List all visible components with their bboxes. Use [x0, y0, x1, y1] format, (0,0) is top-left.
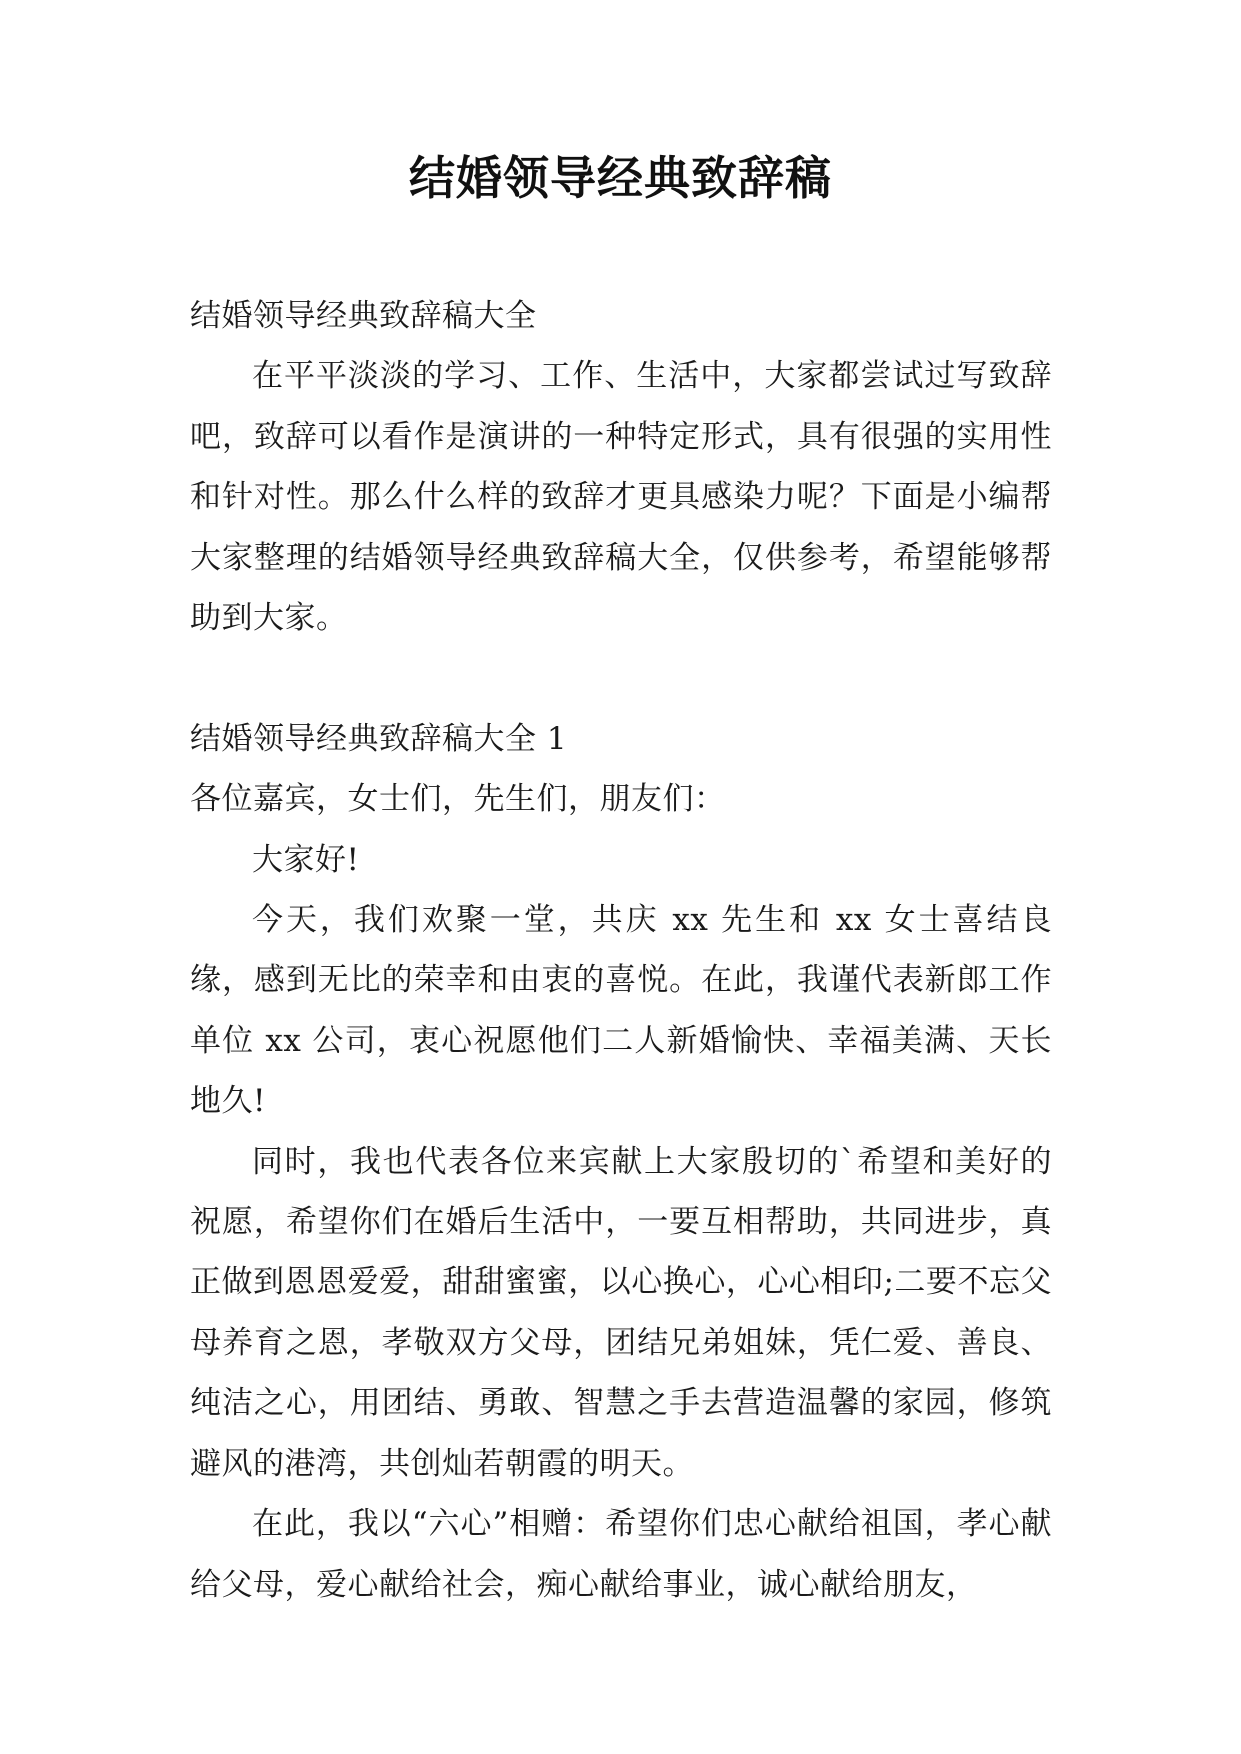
body-paragraph-1: 今天，我们欢聚一堂，共庆 xx 先生和 xx 女士喜结良缘，感到无比的荣幸和由衷的喜悦。在此，我谨代表新郎工作单位 xx 公司，衷心祝愿他们二人新婚愉快、幸福美满、天长地久!	[190, 902, 1052, 1120]
intro-heading: 结婚领导经典致辞稿大全	[190, 298, 537, 334]
intro-paragraph: 在平平淡淡的学习、工作、生活中，大家都尝试过写致辞吧，致辞可以看作是演讲的一种特定形式，具有很强的实用性和针对性。那么什么样的致辞才更具感染力呢？下面是小编帮大家整理的结婚领导经典致辞稿大全，仅供参考，希望能够帮助到大家。	[190, 358, 1052, 637]
body-paragraph-3: 在此，我以“六心”相赠：希望你们忠心献给祖国，孝心献给父母，爱心献给社会，痴心献给事业，诚心献给朋友，	[190, 1506, 1052, 1603]
document-body	[190, 286, 1052, 1615]
document-title: 结婚领导经典致辞稿	[409, 151, 832, 205]
section-heading: 结婚领导经典致辞稿大全 1	[190, 720, 568, 757]
body-paragraph-2: 同时，我也代表各位来宾献上大家殷切的`希望和美好的祝愿，希望你们在婚后生活中，一要互相帮助，共同进步，真正做到恩恩爱爱，甜甜蜜蜜，以心换心，心心相印;二要不忘父母养育之恩，孝敬双方父母，团结兄弟姐妹，凭仁爱、善良、纯洁之心，用团结、勇敢、智慧之手去营造温馨的家园，修筑避风的港湾，共创灿若朝霞的明天。	[190, 1143, 1052, 1482]
salutation: 各位嘉宾，女士们，先生们，朋友们：	[190, 781, 726, 818]
greeting: 大家好!	[252, 841, 360, 878]
